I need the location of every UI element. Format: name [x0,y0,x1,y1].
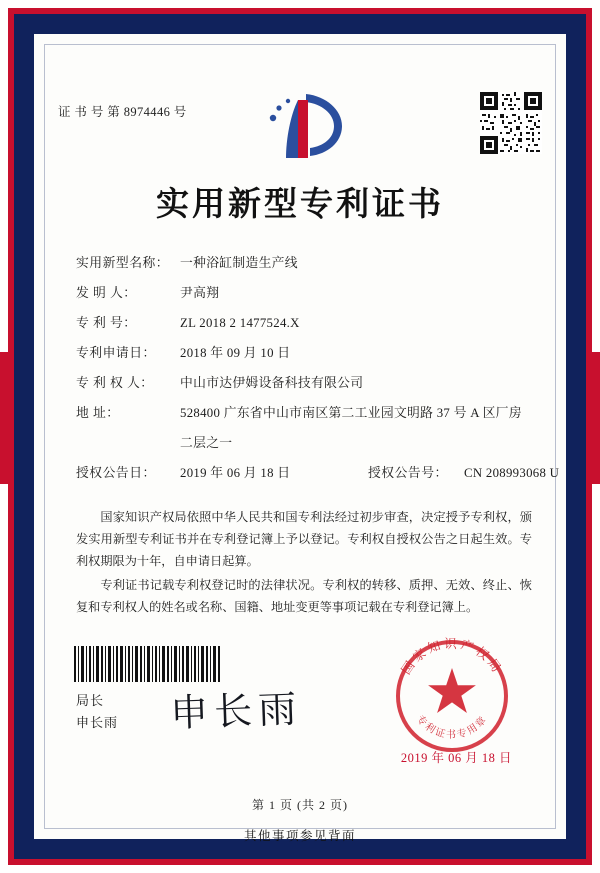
svg-text:专利证书专用章: 专利证书专用章 [414,713,490,741]
field-value: 2018 年 09 月 10 日 [180,346,291,360]
director-name: 申长雨 [76,715,119,730]
field-value: 中山市达伊姆设备科技有限公司 [180,376,364,390]
certificate-number: 证 书 号 第 8974446 号 [58,105,187,119]
footnote: 其他事项参见背面 [243,829,356,843]
field-value: 2019 年 06 月 18 日 [180,466,291,480]
field-label: 授权公告日： [76,466,156,480]
field-value: 528400 广东省中山市南区第二工业园文明路 37 号 A 区厂房 [180,406,522,420]
field-label: 专 利 权 人： [76,376,154,390]
field-row-grant [76,458,560,488]
seal-date: 2019 年 06 月 18 日 [400,751,512,765]
official-seal [384,628,520,764]
field-row-name [76,248,534,278]
barcode-icon [72,646,222,682]
certificate-content [58,58,560,843]
field-label: 发 明 人： [76,286,137,300]
signature-labels [76,690,118,734]
left-red-tab [0,352,14,484]
field-label: 实用新型名称： [76,256,170,270]
field-row-patentee [76,368,534,398]
svg-text:国家知识产权局: 国家知识产权局 [398,636,506,678]
director-label: 局长 [76,693,105,708]
page-number: 第 1 页 (共 2 页) [252,798,348,812]
page-title: 实用新型专利证书 [156,184,444,223]
field-row-application-date [76,338,534,368]
cnipa-logo-icon [246,88,354,164]
field-row-address [76,398,534,428]
legal-paragraphs [76,506,532,620]
field-row-patent-number [76,308,534,338]
field-subvalue: CN 208993068 U [464,466,560,480]
fields-block [76,248,560,488]
field-address-line2: 二层之一 [180,436,233,450]
qr-code-icon [480,92,542,154]
field-value: 尹高翔 [180,286,220,300]
paragraph-2: 专利证书记载专利权登记时的法律状况。专利权的转移、质押、无效、终止、恢复和专利权人的姓名或名称、国籍、地址变更等事项记载在专利登记簿上。 [76,578,532,614]
field-sublabel: 授权公告号： [368,466,448,480]
right-red-tab [586,352,600,484]
field-value: ZL 2018 2 1477524.X [180,316,300,330]
field-value: 一种浴缸制造生产线 [180,256,298,270]
field-row-inventor [76,278,534,308]
field-label: 专 利 号： [76,316,137,330]
handwritten-signature: 申长雨 [169,686,303,736]
field-label: 地 址： [76,406,120,420]
paragraph-1: 国家知识产权局依照中华人民共和国专利法经过初步审查，决定授予专利权，颁发实用新型专利证书并在专利登记簿上予以登记。专利权自授权公告之日起生效。专利权期限为十年，自申请日起算。 [76,510,532,568]
field-label: 专利申请日： [76,346,156,360]
